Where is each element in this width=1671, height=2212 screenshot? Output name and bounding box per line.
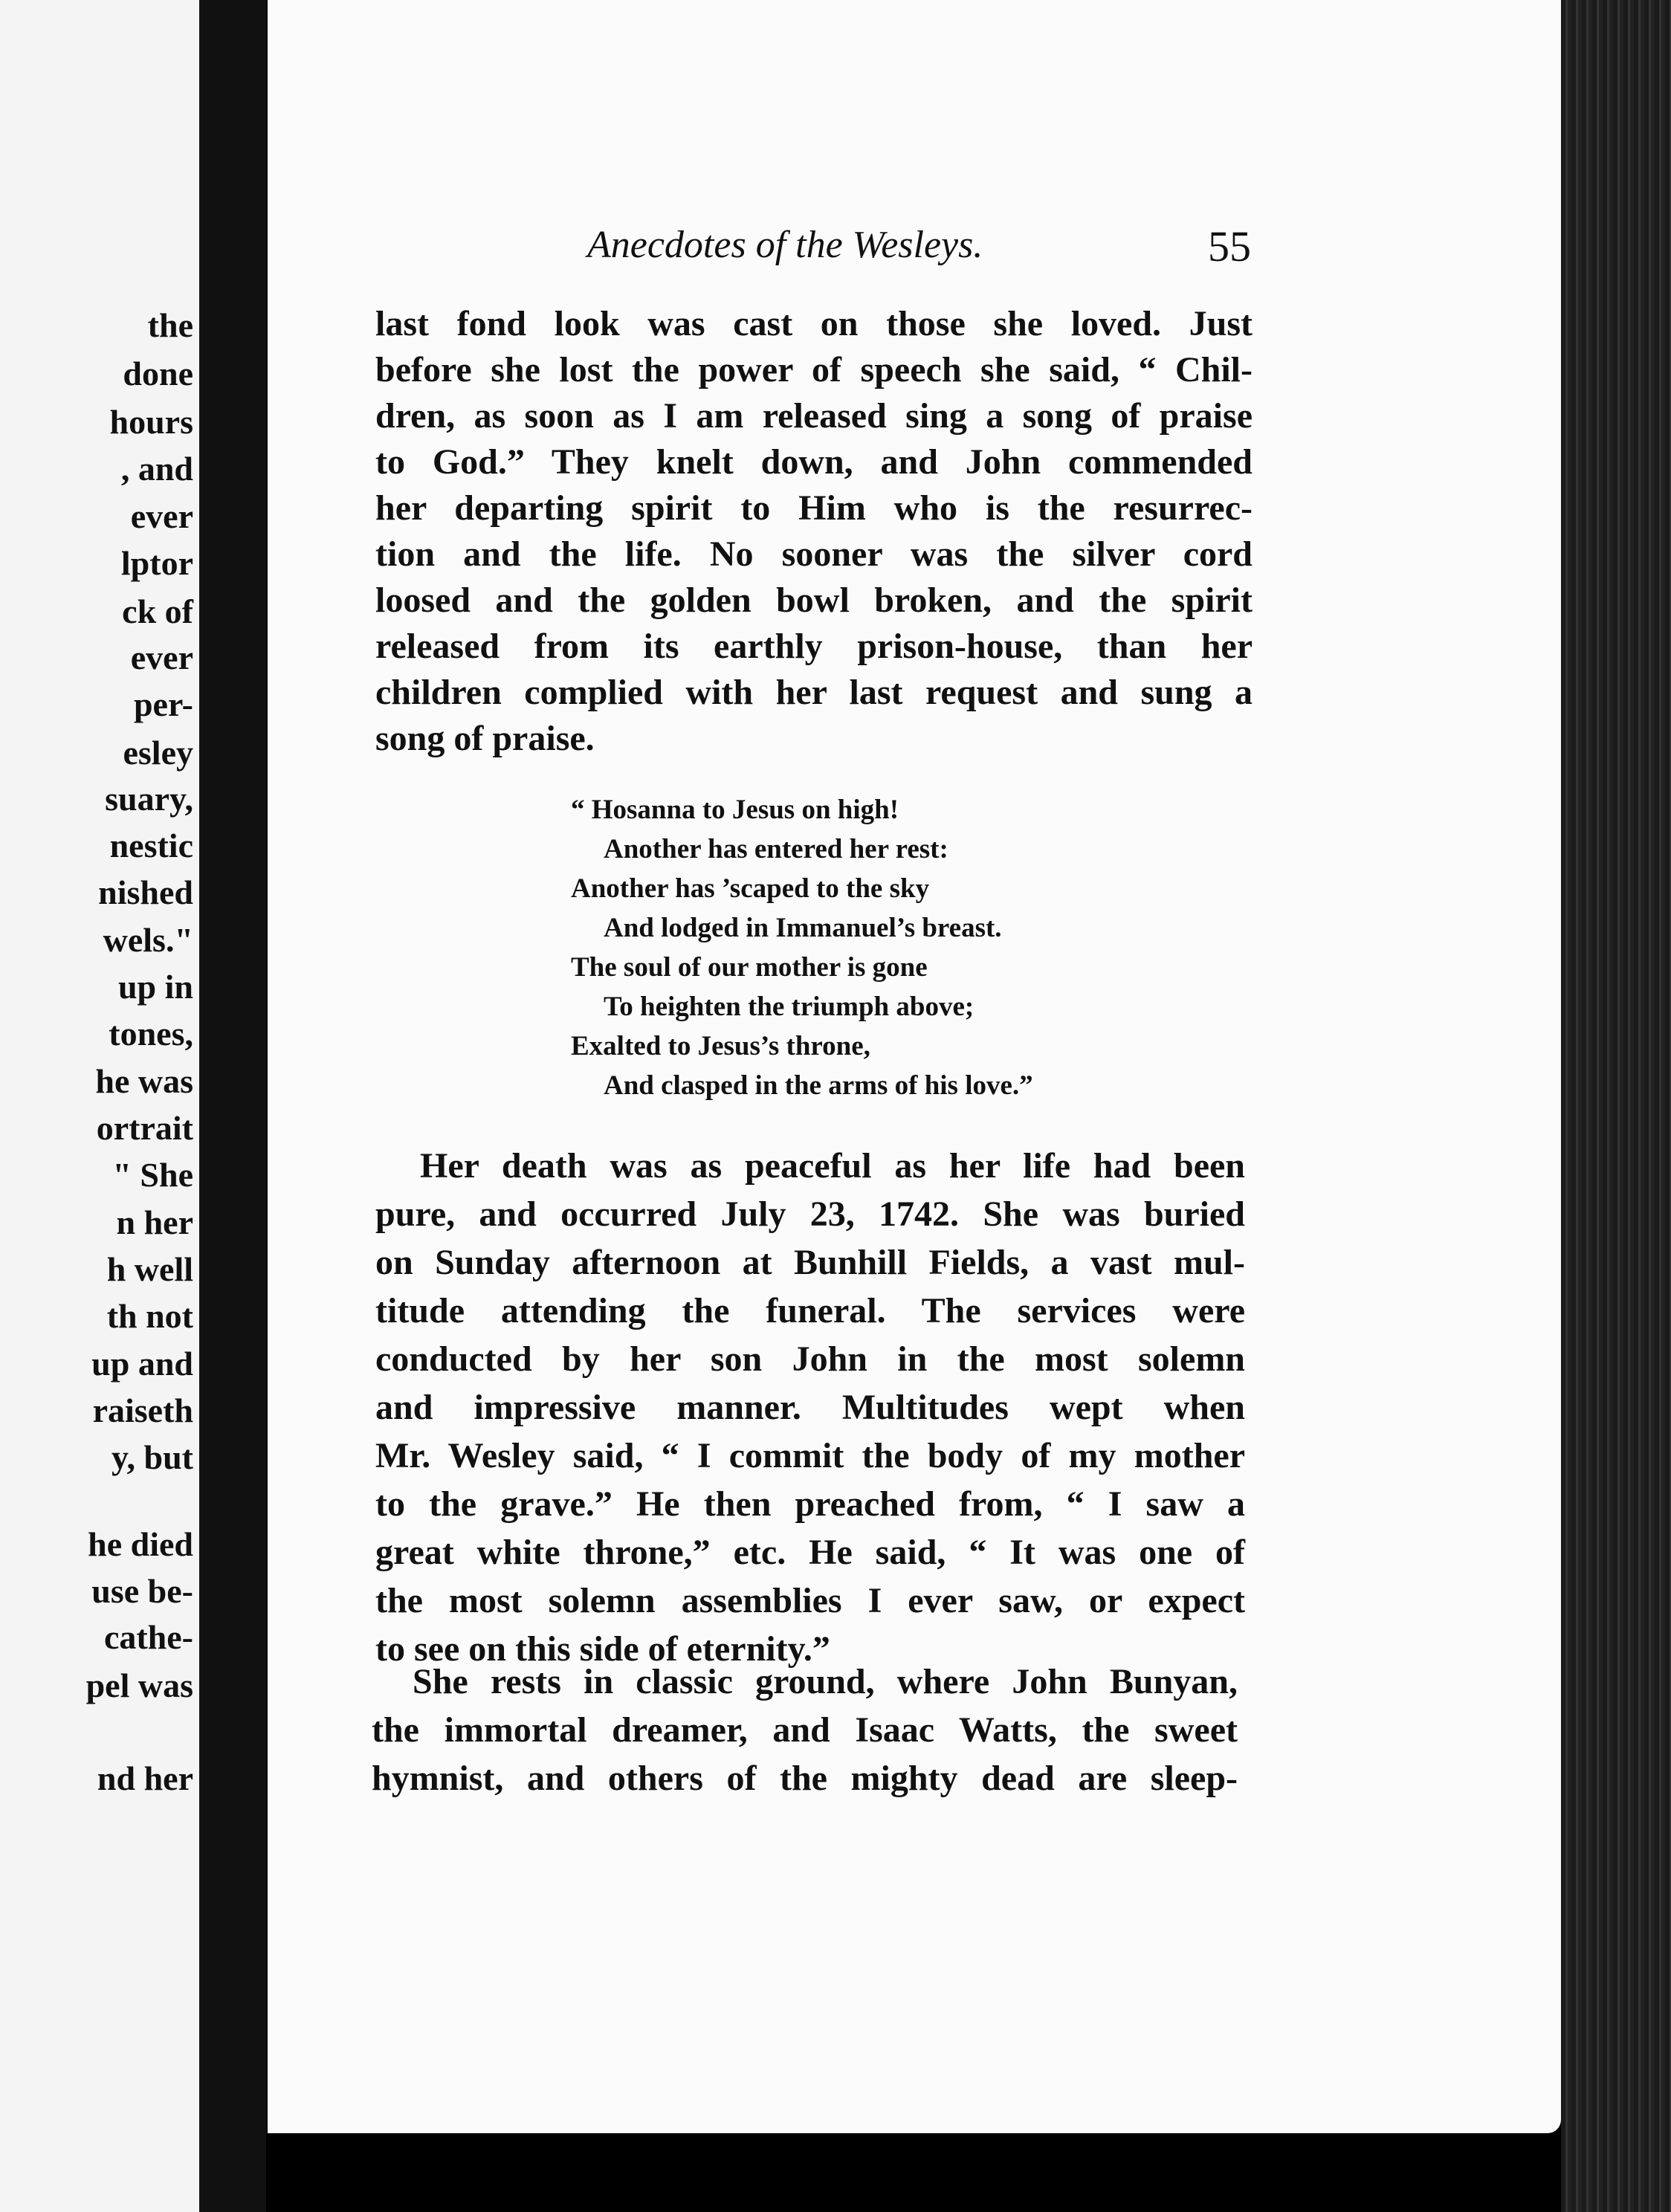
text-line: to God.” They knelt down, and John commended	[375, 442, 1253, 482]
text-line: Her death was as peaceful as her life had been	[420, 1146, 1245, 1186]
previous-page-fragment	[0, 0, 199, 2212]
left-page-fragment: up and	[91, 1345, 193, 1382]
text-line: to the grave.” He then preached from, “ I saw a	[375, 1484, 1245, 1524]
text-line: titude attending the funeral. The services were	[375, 1291, 1245, 1330]
left-page-fragment: per-	[133, 685, 193, 723]
left-page-fragment: ortrait	[96, 1109, 193, 1147]
verse-line: To heighten the triumph above;	[604, 992, 975, 1022]
text-line: before she lost the power of speech she said, “ Chil-	[375, 350, 1253, 389]
paragraph-2	[375, 1142, 1245, 1673]
paragraph-1	[375, 301, 1253, 762]
verse-line: Exalted to Jesus’s throne,	[571, 1031, 870, 1061]
left-page-fragment: y, but	[111, 1438, 193, 1476]
left-page-fragment: he died	[88, 1525, 193, 1563]
text-line: released from its earthly prison-house, than her	[375, 627, 1253, 666]
text-line: loosed and the golden bowl broken, and the spirit	[375, 581, 1253, 620]
left-page-fragment: nished	[98, 873, 193, 911]
left-page-fragment: hours	[109, 403, 193, 441]
left-page-fragment: nestic	[109, 827, 193, 864]
left-page-fragment: ever	[130, 638, 193, 676]
text-line: last fond look was cast on those she loved. Just	[375, 304, 1253, 343]
left-page-fragment: cathe-	[103, 1618, 193, 1656]
left-page-fragment: " She	[112, 1156, 193, 1194]
verse-line: “ Hosanna to Jesus on high!	[571, 795, 899, 825]
left-page-fragment: n her	[116, 1203, 193, 1241]
text-line: great white throne,” etc. He said, “ It was one of	[375, 1533, 1245, 1572]
left-page-fragment: pel was	[85, 1666, 193, 1704]
left-page-fragment: the	[147, 306, 193, 344]
left-page-fragment: tones,	[109, 1015, 193, 1052]
verse-line: Another has ’scaped to the sky	[571, 873, 930, 904]
text-line: on Sunday afternoon at Bunhill Fields, a vast mul-	[375, 1243, 1245, 1282]
verse-line: And clasped in the arms of his love.”	[604, 1070, 1033, 1101]
left-page-fragment: he was	[95, 1062, 193, 1100]
text-line: Mr. Wesley said, “ I commit the body of my mother	[375, 1436, 1245, 1475]
left-page-fragment: done	[123, 355, 193, 392]
left-page-fragment: th not	[106, 1297, 193, 1335]
text-line: to see on this side of eternity.”	[375, 1629, 830, 1669]
verse-line: Another has entered her rest:	[604, 834, 948, 864]
left-page-fragment: nd her	[97, 1759, 193, 1797]
left-page-fragment: h well	[106, 1250, 193, 1288]
left-page-fragment: raiseth	[92, 1391, 193, 1429]
page-edge-stack	[1561, 0, 1671, 2212]
text-line: pure, and occurred July 23, 1742. She was buried	[375, 1194, 1245, 1234]
paragraph-3	[372, 1658, 1238, 1802]
text-line: tion and the life. No sooner was the silver cord	[375, 534, 1253, 574]
text-line: the immortal dreamer, and Isaac Watts, the sweet	[372, 1710, 1238, 1750]
text-line: children complied with her last request and sung a	[375, 673, 1253, 712]
left-page-fragment: suary,	[105, 780, 193, 818]
running-head: Anecdotes of the Wesleys.	[587, 224, 983, 266]
left-page-fragment: wels."	[103, 921, 193, 959]
verse-line: The soul of our mother is gone	[571, 952, 928, 983]
text-line: and impressive manner. Multitudes wept when	[375, 1388, 1245, 1427]
left-page-fragment: lptor	[120, 544, 193, 582]
text-line: dren, as soon as I am released sing a song of praise	[375, 396, 1253, 436]
hymn-verse	[571, 790, 1033, 1105]
left-page-fragment: , and	[120, 450, 193, 488]
left-page-fragment: ever	[130, 497, 193, 535]
text-line: She rests in classic ground, where John Bunyan,	[413, 1662, 1238, 1701]
text-line: the most solemn assemblies I ever saw, or expect	[375, 1581, 1245, 1620]
text-line: conducted by her son John in the most solemn	[375, 1339, 1245, 1379]
book-gutter	[199, 0, 266, 2212]
left-page-fragment: esley	[123, 734, 193, 772]
verse-line: And lodged in Immanuel’s breast.	[604, 913, 1002, 943]
left-page-fragment: ck of	[122, 592, 193, 630]
text-line: hymnist, and others of the mighty dead are sleep-	[372, 1759, 1238, 1798]
page-number: 55	[1208, 222, 1251, 271]
left-page-fragment: up in	[117, 968, 193, 1006]
text-line: song of praise.	[375, 719, 595, 758]
left-page-fragment: use be-	[91, 1572, 193, 1610]
text-line: her departing spirit to Him who is the resurrec-	[375, 488, 1253, 528]
